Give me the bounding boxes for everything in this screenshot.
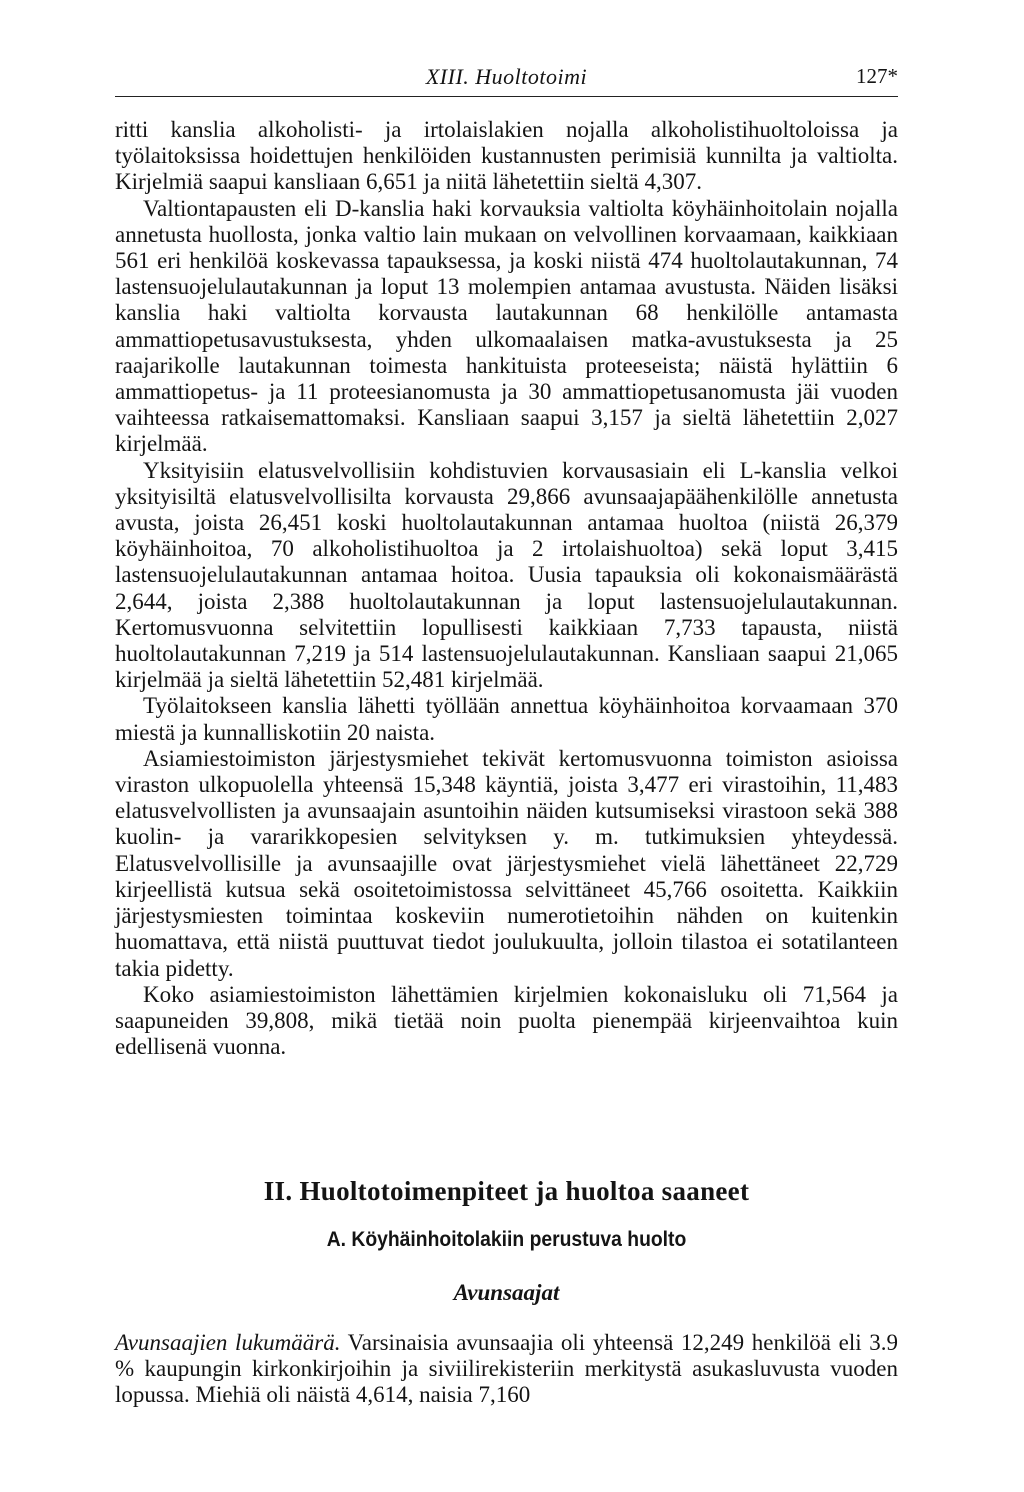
paragraph-continuation: ritti kanslia alkoholisti- ja irtolaislakien nojalla alkoholistihuoltoloissa ja työlaitoksissa hoidettujen henkilöiden kustannusten perimisiä kunnilta ja valtiolta. Kirjelmiä saapui kansliaan 6,651 ja niitä lähetettiin sieltä 4,307. — [115, 117, 898, 195]
paragraph-text: Varsinaisia avunsaajia oli yhteensä 12,249 henkilöä eli 3.9 % kaupungin kirkonkirjoihin ja siviilirekisteriin merkitystä asukasluvusta vuoden lopussa. Miehiä oli näistä 4,614, naisia 7,160 — [115, 1330, 898, 1408]
paragraph-elatusvelvolliset: Yksityisiin elatusvelvollisiin kohdistuvien korvausasiain eli L-kanslia velkoi yksityisiltä elatusvelvollisilta korvausta 29,866 avunsaajapäähenkilölle annetusta avusta, joista 26,451 koski huoltolautakunnan antamaa huoltoa (niistä 26,379 köyhäinhoitoa, 70 alkoholistihuoltoa ja 2 irtolaishuoltoa) sekä loput 3,415 lastensuojelulautakunnan antamaa hoitoa. Uusia tapauksia oli kokonaismäärästä 2,644, joista 2,388 huoltolautakunnan ja loput lastensuojelulautakunnan. Kertomusvuonna selvitettiin lopullisesti kaikkiaan 7,733 tapausta, niistä huoltolautakunnan 7,219 ja 514 lastensuojelulautakunnan. Kansliaan saapui 21,065 kirjelmää ja sieltä lähetettiin 52,481 kirjelmää. — [115, 457, 898, 693]
page-number: 127* — [856, 64, 898, 88]
paragraph-asiamiestoimisto: Asiamiestoimiston järjestysmiehet tekivät kertomusvuonna toimiston asioissa viraston ulkopuolella yhteensä 15,348 käyntiä, joista 3,477 eri virastoihin, 11,483 elatusvelvollisten ja avunsaajain asuntoihin näiden kutsumiseksi virastoon sekä 388 kuolin- ja vararikkopesien selvityksen y. m. tutkimuksien yhteydessä. Elatusvelvollisille ja avunsaajille ovat järjestysmiehet vielä lähettäneet 22,729 kirjeellistä kutsua sekä osoitetoimistossa selvittäneet 45,766 osoitetta. Kaikkiin järjestysmiesten toimintaa koskeviin numerotietoihin nähden on kuitenkin huomattava, että niistä puuttuvat tiedot joulukuulta, jolloin tilastoa ei sotatilanteen takia pidetty. — [115, 745, 898, 981]
body-text-section — [115, 1330, 898, 1409]
paragraph-lead: Avunsaajien lukumäärä. — [115, 1330, 341, 1355]
body-text — [115, 117, 898, 1060]
chapter-title: XIII. Huoltotoimi — [425, 64, 588, 89]
paragraph-valtiontapaukset: Valtiontapausten eli D-kanslia haki korvauksia valtiolta köyhäinhoitolain nojalla annetusta huollosta, jonka valtio lain mukaan on velvollinen korvaamaan, kaikkiaan 561 eri henkilöä koskevassa tapauksessa, ja koski niistä 474 huoltolautakunnan, 74 lastensuojelulautakunnan ja loput 13 molempien antamaa avustusta. Näiden lisäksi kanslia haki valtiolta korvausta lautakunnan 68 henkilölle antamasta ammattiopetusavustuksesta, yhden ulkomaalaisen matka-avustuksesta ja 25 raajarikolle lautakunnan toimesta hankituista proteeseista; näistä hylättiin 6 ammattiopetus- ja 11 proteesianomusta ja 30 ammattiopetusanomusta jäi vuoden vaihteessa ratkaisemattomaksi. Kansliaan saapui 3,157 ja sieltä lähetettiin 2,027 kirjelmää. — [115, 195, 898, 457]
paragraph-tyolaitos: Työlaitokseen kanslia lähetti työllään annettua köyhäinhoitoa korvaamaan 370 miestä ja kunnalliskotiin 20 naista. — [115, 693, 898, 745]
subsubsection-heading: Avunsaajat — [453, 1280, 560, 1305]
section-heading: II. Huoltotoimenpiteet ja huoltoa saaneet — [263, 1176, 750, 1206]
paragraph-avunsaajat — [115, 1330, 898, 1409]
paragraph-kirjelmat: Koko asiamiestoimiston lähettämien kirjelmien kokonaisluku oli 71,564 ja saapuneiden 39,808, mikä tietää noin puolta pienempää kirjeenvaihtoa kuin edellisenä vuonna. — [115, 981, 898, 1060]
subsection-heading: A. Köyhäinhoitolakiin perustuva huolto — [326, 1228, 687, 1251]
running-header — [115, 64, 898, 97]
